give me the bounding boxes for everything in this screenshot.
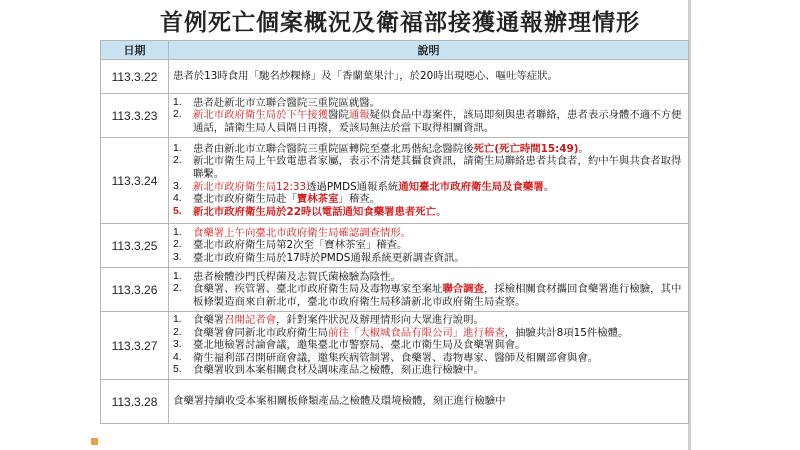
table-header-row [101,41,689,60]
item-text [193,143,684,156]
item-number: 2. [173,326,182,338]
row-date: 113.3.24 [101,138,169,224]
item-text [193,364,684,377]
text-segment: 透過PMDS通報系統 [306,180,399,193]
text-segment: 食藥署會同新北市政府衛生局 [193,326,329,339]
item-text [193,339,684,352]
list-item [173,155,684,180]
page-title: 首例死亡個案概況及衛福部接獲通報辦理情形 [160,10,640,36]
list-item [173,314,684,327]
item-text [193,314,684,327]
item-text [193,239,684,252]
item-number: 3. [173,180,182,192]
item-number: 2. [173,239,182,251]
table-row [101,138,689,224]
timeline-table [100,40,689,424]
highlighted-text: 通報 [348,109,370,122]
item-text [193,181,684,194]
item-text [193,252,684,265]
item-number: 1. [173,226,182,238]
item-number: 4. [173,193,182,205]
item-number: 5. [173,205,182,217]
row-date: 113.3.22 [101,60,169,94]
item-text [193,352,684,365]
highlighted-text: 聯合調查 [442,283,484,296]
item-number: 2. [173,155,182,167]
highlighted-text: 通知臺北市政府衛生局及食藥署 [398,180,544,193]
highlighted-text: 前往「大椒城食品有限公司」進行稽查 [328,326,505,339]
header-date: 日期 [101,41,169,60]
item-text [193,97,684,110]
highlighted-text: 死亡(死亡時間15:49) [473,142,579,155]
text-segment: 。 [436,205,447,218]
list-item [173,206,684,219]
item-number: 1. [173,314,182,326]
item-number: 3. [173,339,182,351]
list-item [173,252,684,265]
text-segment: 患者於13時食用「馳名炒粿條」及「香蘭葉果汁」，於20時出現噁心、嘔吐等症狀。 [173,70,558,83]
text-segment: 食藥署持續收受本案相關板條類產品之檢體及環境檢體，刻正進行檢驗中 [173,395,506,408]
item-number: 4. [173,351,182,363]
table-row [101,312,689,380]
row-description [169,268,689,312]
item-text [193,193,684,206]
text-segment: 臺北地檢署討論會議，邀集臺北市警察局、臺北市衛生局及食藥署與會。 [193,339,526,352]
row-description [169,312,689,380]
list-item [173,97,684,110]
list-item [173,239,684,252]
text-segment: 患者由新北市立聯合醫院三重院區轉院至臺北馬偕紀念醫院後 [193,142,474,155]
text-segment: 疑似食品中毒案件，該局即刻與患者聯絡，患者表示身體不適不方便通話，請衛生局人員隔日再撥，爰該局無法於當下取得相關資訊。 [193,109,682,134]
list-item [173,109,684,134]
text-segment: 患者赴新北市立聯合醫院三重院區就醫。 [193,96,381,109]
text-segment: ，採檢相關食材攜回食藥署進行檢驗，其中板條製造商來自新北市，臺北市政府衛生局移請新北市政府衛生局查察。 [193,283,682,308]
table-row [101,60,689,94]
row-date: 113.3.27 [101,312,169,380]
text-segment: 。 [543,180,555,193]
text-segment: 。 [578,142,589,155]
item-text [193,206,684,219]
row-date: 113.3.23 [101,94,169,138]
text-segment: 臺北市政府衛生局於17時於PMDS通報系統更新調查資訊。 [193,251,465,264]
text-segment: 食藥署收到本案相關食材及調味產品之檢體，刻正進行檢驗中。 [193,364,484,377]
highlighted-text: 寶林茶室 [296,193,339,206]
item-number: 3. [173,251,182,263]
text-segment: ，抽驗共計8項15件檢體。 [504,326,629,339]
row-date: 113.3.26 [101,268,169,312]
item-number: 2. [173,283,182,295]
row-description [169,60,689,94]
table-row [101,224,689,268]
item-text [173,70,684,83]
table-row [101,94,689,138]
highlighted-text: 新北市政府衛生局於22時以電話通知食藥署患者死亡 [193,205,437,218]
table-row [101,380,689,424]
list-item [173,339,684,352]
item-text [173,395,684,408]
list-item [173,395,684,408]
text-segment: 食藥署 [193,314,225,327]
list-item [173,70,684,83]
item-number: 5. [173,364,182,376]
text-segment: 臺北市政府衛生局赴「 [193,193,297,206]
table-row [101,268,689,312]
item-number: 1. [173,270,182,282]
item-number: 1. [173,142,182,154]
row-description [169,94,689,138]
highlighted-text: 召開記者會 [224,314,277,327]
text-segment: 衛生福利部召開研商會議，邀集疾病管制署、食藥署、毒物專家、醫師及相關部會與會。 [193,351,599,364]
item-text [193,227,684,240]
row-description [169,380,689,424]
list-item [173,227,684,240]
highlighted-text: 食藥署上午向臺北市政府衛生局確認調查情形。 [193,226,412,239]
row-date: 113.3.25 [101,224,169,268]
row-date: 113.3.28 [101,380,169,424]
text-segment: ，針對案件狀況及辦理情形向大眾進行說明。 [276,314,484,327]
highlighted-text: 新北市政府衛生局於下午接獲 [193,109,329,122]
slide-corner-mark [91,438,98,445]
item-text [193,283,684,308]
text-segment: 」稽查。 [338,193,381,206]
list-item [173,327,684,340]
list-item [173,193,684,206]
item-text [193,271,684,284]
list-item [173,364,684,377]
list-item [173,271,684,284]
highlighted-text: 新北市政府衛生局12:33 [193,180,307,193]
list-item [173,143,684,156]
text-segment: 醫院 [328,109,349,122]
item-text [193,109,684,134]
text-segment: 食藥署、疾管署、臺北市政府衛生局及毒物專家至案址 [193,283,443,296]
item-number: 1. [173,96,182,108]
list-item [173,352,684,365]
list-item [173,181,684,194]
row-description [169,224,689,268]
row-description [169,138,689,224]
item-text [193,155,684,180]
list-item [173,283,684,308]
header-desc: 說明 [169,41,689,60]
text-segment: 臺北市政府衛生局第2次至「寶林茶室」稽查。 [193,239,408,252]
text-segment: 患者檢體沙門氏桿菌及志賀氏菌檢驗為陰性。 [193,270,401,283]
item-text [193,327,684,340]
item-number: 2. [173,109,182,121]
text-segment: 新北市衛生局上午致電患者家屬，表示不清楚其攝食資訊，請衛生局聯絡患者共食者，約中午與共食者取得聯繫。 [193,155,682,180]
